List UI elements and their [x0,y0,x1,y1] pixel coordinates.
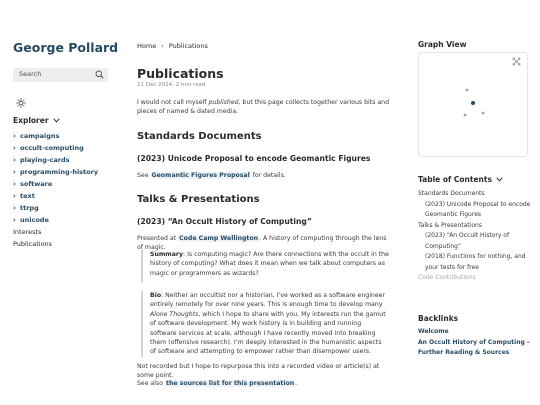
search-icon[interactable] [95,70,104,79]
explorer-folder-campaigns[interactable] [13,130,98,142]
not-recorded-paragraph: Not recorded but I hope to repurpose this into a recorded video or article(s) at some point. [137,363,380,380]
presented-paragraph: Presented at Code Camp Wellington. A history of computing through the lens of magic. [137,235,387,252]
folder-label: occult-computing [20,144,84,152]
explorer-folder-programming-history[interactable] [13,166,98,178]
folder-label: text [20,192,35,200]
toc-item-functions-for-nothing[interactable]: (2018) Functions for nothing, and your tests for free [425,253,526,271]
backlinks-list [418,327,533,359]
graph-view[interactable] [418,52,528,157]
toc-item-talks[interactable]: Talks & Presentations [418,221,482,229]
graph-node [482,112,485,115]
toc-toggle[interactable] [418,175,503,184]
chevron-right-icon: › [13,144,16,152]
sources-list-link[interactable]: the sources list for this presentation [166,380,295,387]
backlink-welcome[interactable]: Welcome [418,328,449,335]
explorer-folder-ttrpg[interactable] [13,202,98,214]
heading-unicode-proposal: (2023) Unicode Proposal to encode Geomantic Figures [137,154,371,163]
geomantic-proposal-link[interactable]: Geomantic Figures Proposal [151,172,250,179]
summary-blockquote: Summary: Is computing magic? Are there connections with the occult in the history of computing? What does it mean when we talk about computers as magic or programmers as wizards? [141,250,389,283]
folder-label: programming-history [20,168,99,176]
folder-label: campaigns [20,132,60,140]
explorer-toggle[interactable] [13,116,60,125]
explorer-folder-unicode[interactable] [13,214,98,226]
explorer-folder-list [13,130,98,226]
bio-blockquote: Bio: Neither an occultist nor a historian, I’ve worked as a software engineer entirely remotely for over nine years. This is enough time to develop many Alone Thoughts, which I hope to share with you. My interests run the gamut of software development. My work history is in building and running software services at scale, although I have recently moved into breaking them (offensive research). I’m deeply interested in the humanistic aspects of software and attempting to empower rather than disempower users. [141,291,389,357]
left-sidebar [13,0,119,405]
folder-label: software [20,180,53,188]
chevron-right-icon: › [13,132,16,140]
heading-standards: Standards Documents [137,131,262,142]
chevron-right-icon: › [13,204,16,212]
folder-label: playing-cards [20,156,70,164]
site-title[interactable]: George Pollard [13,40,119,55]
breadcrumb [137,42,208,50]
explorer-folder-occult-computing[interactable] [13,142,98,154]
toc-item-unicode-proposal[interactable]: (2023) Unicode Proposal to encode Geomantic Figures [425,200,531,218]
page-title: Publications [137,66,224,81]
search-placeholder: Search [19,70,42,78]
graph-node-current [471,101,475,105]
toc-list [418,189,533,284]
chevron-right-icon: › [13,216,16,224]
folder-label: unicode [20,216,49,224]
explorer-page-publications[interactable]: Publications [13,240,53,248]
backlink-further-reading[interactable]: An Occult History of Computing – Further Reading & Sources [418,338,530,356]
right-sidebar [418,0,533,405]
graph-view-title: Graph View [418,40,467,49]
backlinks-title: Backlinks [418,314,459,323]
article-meta: 11 Dec 2024, 2 min read [137,82,206,88]
graph-node [464,114,467,117]
explorer-folder-text[interactable] [13,190,98,202]
code-camp-link[interactable]: Code Camp Wellington [179,235,259,242]
toc-item-occult-history[interactable]: (2023) “An Occult History of Computing” [425,232,510,250]
toc-item-code-contributions[interactable]: Code Contributions [418,274,476,281]
intro-paragraph: I would not call myself published, but this page collects together various bits and pieces of named & dated media. [137,99,390,116]
toc-title: Table of Contents [418,175,492,184]
chevron-right-icon: › [13,192,16,200]
explorer-folder-software[interactable] [13,178,98,190]
sun-icon [16,98,26,108]
explorer-folder-playing-cards[interactable] [13,154,98,166]
chevron-right-icon: › [161,42,164,50]
explorer-page-interests[interactable]: Interests [13,228,42,236]
graph-canvas [419,53,527,156]
chevron-down-icon [496,177,503,182]
graph-node [466,89,469,92]
folder-label: ttrpg [20,204,39,212]
search-bar[interactable] [13,68,108,82]
heading-occult-history: (2023) “An Occult History of Computing” [137,217,312,226]
darkmode-toggle[interactable] [16,93,26,112]
chevron-right-icon: › [13,156,16,164]
chevron-down-icon [53,118,60,123]
standards-see-paragraph: See Geomantic Figures Proposal for details. [137,172,286,179]
explorer-title: Explorer [13,116,49,125]
chevron-right-icon: › [13,168,16,176]
heading-talks: Talks & Presentations [137,194,260,205]
breadcrumb-current: Publications [168,42,208,50]
breadcrumb-home[interactable]: Home [137,42,157,50]
chevron-right-icon: › [13,180,16,188]
toc-item-standards[interactable]: Standards Documents [418,190,485,197]
article [137,0,392,405]
see-also-paragraph: See also the sources list for this presentation. [137,380,298,387]
